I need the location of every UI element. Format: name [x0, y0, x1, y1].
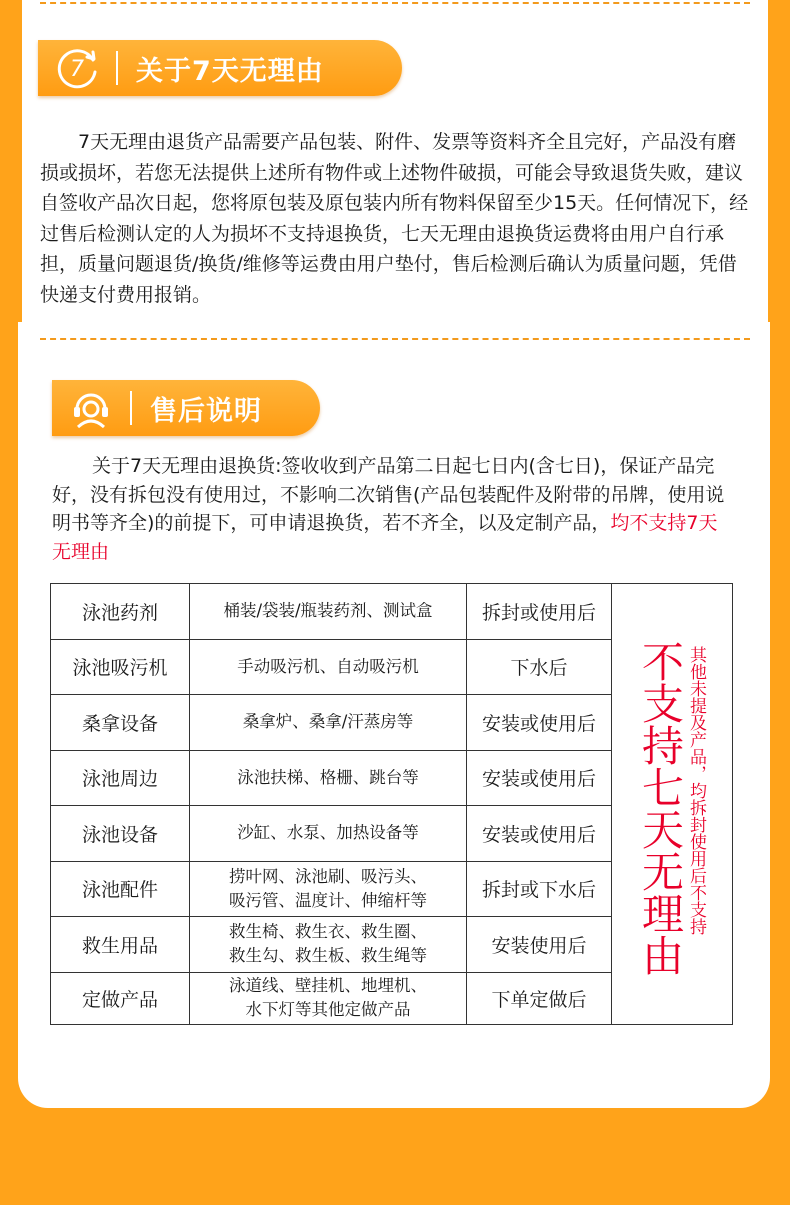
customer-service-icon: [52, 380, 130, 436]
items-line: 捞叶网、泳池刷、吸污头、: [229, 866, 427, 886]
items-line: 救生椅、救生衣、救生圈、: [229, 922, 427, 942]
items-cell: [190, 861, 467, 917]
condition-cell: 拆封或下水后: [467, 861, 612, 917]
category-cell: 定做产品: [51, 972, 190, 1025]
items-cell: [190, 695, 467, 751]
items-line: 水下灯等其他定做产品: [245, 1000, 411, 1020]
condition-cell: 下单定做后: [467, 972, 612, 1025]
section1-banner: [38, 40, 402, 96]
category-cell: 泳池设备: [51, 806, 190, 862]
items-line: 救生勾、救生板、救生绳等: [229, 946, 427, 966]
section1-paragraph: 7天无理由退货产品需要产品包装、附件、发票等资料齐全且完好，产品没有磨损或损坏，若您无法提供上述所有物件或上述物件破损，可能会导致退货失败，建议自签收产品次日起，您将原包装及原包装内所有物料保留至少15天。任何情况下，经过售后检测认定的人为损坏不支持退换货，七天无理由退换货运费将由用户自行承担，质量问题退货/换货/维修等运费由用户垫付，售后检测后确认为质量问题，凭借快递支付费用报销。: [40, 131, 749, 306]
items-cell: [190, 584, 467, 640]
section2-banner: [52, 380, 320, 436]
category-cell: 桑拿设备: [51, 695, 190, 751]
table-row: [51, 584, 733, 640]
category-cell: 泳池药剂: [51, 584, 190, 640]
category-cell: 救生用品: [51, 917, 190, 973]
condition-cell: 安装或使用后: [467, 750, 612, 806]
return-policy-table: [50, 583, 733, 1025]
divider-top: [40, 2, 750, 4]
banner-separator: [130, 391, 132, 425]
seven-days-return-icon: [38, 40, 116, 96]
items-line: 泳道线、壁挂机、地埋机、: [229, 976, 427, 996]
items-line: 桶装/袋装/瓶装药剂、测试盒: [223, 601, 433, 621]
items-cell: [190, 972, 467, 1025]
condition-cell: 安装或使用后: [467, 806, 612, 862]
condition-cell: 拆封或使用后: [467, 584, 612, 640]
note-big-text: 不支持七天无理由: [636, 640, 685, 976]
items-cell: [190, 806, 467, 862]
condition-cell: 安装或使用后: [467, 695, 612, 751]
category-cell: 泳池周边: [51, 750, 190, 806]
items-line: 手动吸污机、自动吸污机: [237, 656, 419, 676]
condition-cell: 安装使用后: [467, 917, 612, 973]
section2-paragraph: [52, 452, 728, 566]
svg-text:7: 7: [70, 57, 84, 82]
note-small-text: 其他未提及产品，均拆封使用后不支持: [686, 646, 706, 935]
section2-paragraph-main: 关于7天无理由退换货:签收收到产品第二日起七日内(含七日)，保证产品完好，没有拆包没有使用过，不影响二次销售(产品包装配件及附带的吊牌，使用说明书等齐全)的前提下，可申请退换货，若不齐全，以及定制产品，: [52, 455, 725, 534]
section1-title: 关于7天无理由: [136, 55, 324, 87]
category-cell: 泳池配件: [51, 861, 190, 917]
section2-paragraph-red: 均不支持7天无理由: [52, 512, 718, 563]
policy-note-cell: [612, 584, 733, 1025]
banner-separator: [116, 51, 118, 85]
items-cell: [190, 917, 467, 973]
items-cell: [190, 750, 467, 806]
section2-title: 售后说明: [150, 395, 262, 427]
category-cell: 泳池吸污机: [51, 639, 190, 695]
items-line: 泳池扶梯、格栅、跳台等: [237, 767, 419, 787]
items-line: 桑拿炉、桑拿/汗蒸房等: [242, 712, 414, 732]
condition-cell: 下水后: [467, 639, 612, 695]
items-cell: [190, 639, 467, 695]
items-line: 沙缸、水泵、加热设备等: [237, 823, 419, 843]
items-line: 吸污管、温度计、伸缩杆等: [229, 890, 427, 910]
divider-middle: [40, 338, 750, 340]
